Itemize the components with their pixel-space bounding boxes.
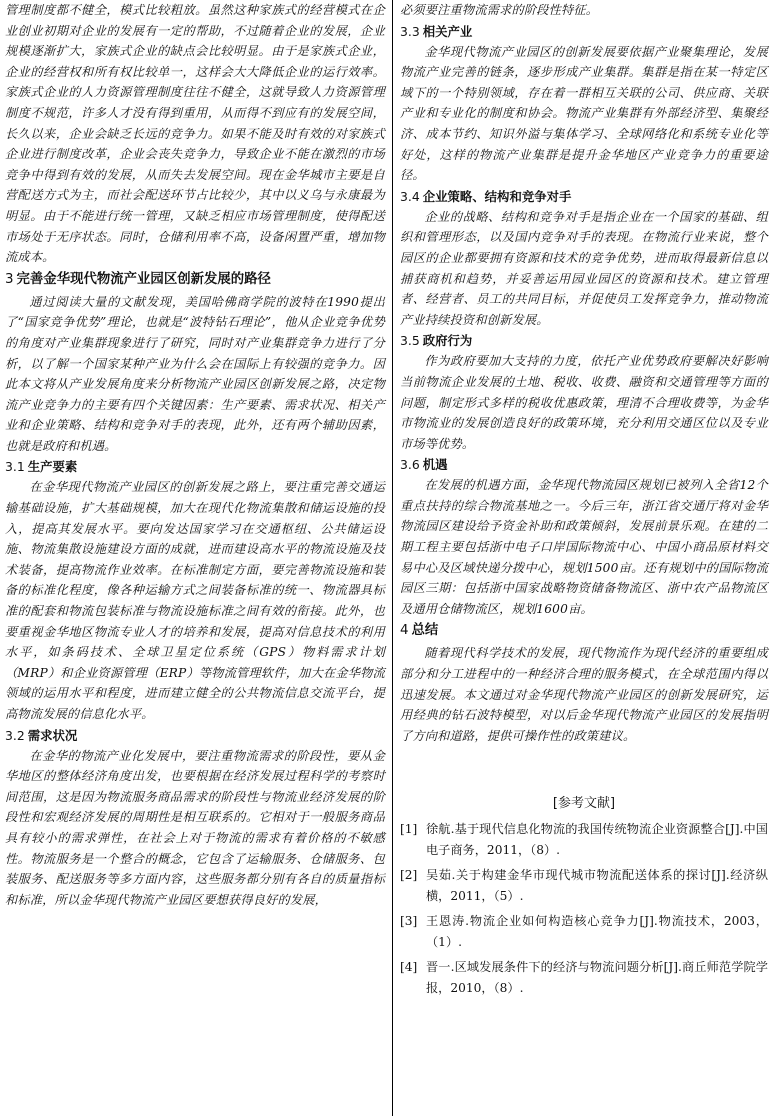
subsection-heading-3-4: 3.4 企业策略、结构和竞争对手 <box>400 188 572 204</box>
subsection-heading-3-2: 3.2 需求状况 <box>5 727 78 743</box>
reference-item: [3] 王恩涛.物流企业如何构造核心竞争力[J].物流技术，2003，（1）. <box>400 914 768 950</box>
subsection-heading-3-5: 3.5 政府行为 <box>400 333 473 349</box>
body-paragraph: 金华现代物流产业园区的创新发展要依据产业聚集理论，发展物流产业完善的链条，逐步形成产业集群。集群是指在某一特定区域下的一个特别领域，存在着一群相互关联的公司、供应商、关联产业和专业化的制度和协会。物流产业集群有外部经济型、集聚经济、成本节约、知识外溢与集体学习、全球网络化和系统专业化等好处，这样的物流产业集群是提升金华地区产业竞争力的重要途径。 <box>400 44 768 183</box>
body-paragraph: 在金华现代物流产业园区的创新发展之路上，要注重完善交通运输基础设施，扩大基础规模，加大在现代化物流集散和储运设施的投入，提高其发展水平。要向发达国家学习在交通枢纽、公共储运设施、物流集散设施建设方面的成就，进而建设高水平的物流设施及技术装备，提高物流作业效率。在标准制定方面，要完善物流设施和装备的标准化程度，像各种运输方式之间装备标准的统一、物流器具标准的配套和物流包装标准与物流设施标准之间有效的衔接。此外，也要重视金华地区物流专业人才的培养和发展，提高对信息技术的利用水平，如条码技术、全球卫星定位系统（GPS）物料需求计划（MRP）和企业资源管理（ERP）等物流管理软件，加大在金华物流领域的运用水平和程度，进而建立健全的公共物流信息交流平台，提高物流发展的信息化水平。 <box>5 480 385 721</box>
section-heading-3: 3 完善金华现代物流产业园区创新发展的路径 <box>5 271 271 287</box>
references-title: [参考文献] <box>552 796 616 812</box>
body-paragraph: 在发展的机遇方面，金华现代物流园区规划已被列入全省12个重点扶持的综合物流基地之一。今后三年，浙江省交通厅将对金华物流园区建设给予资金补助和政策倾斜，发展前景乐观。在建的二期工程主要包括浙中电子口岸国际物流中心、中国小商品原材料交易中心及区域快递分拨中心，规划1500亩。还有规划中的国际物流园区三期：包括浙中国家战略物资储备物流区、浙中农产品物流区及通用仓储物流区，规划1600亩。 <box>400 478 768 616</box>
body-paragraph: 管理制度都不健全，模式比较粗放。虽然这种家族式的经营模式在企业创业初期对企业的发展有一定的帮助，不过随着企业的发展，企业规模逐渐扩大，家族式企业的缺点会比较明显。由于是家族式企业，企业的经营权和所有权比较单一，这样会大大降低企业的运行效率。家族式企业的人力资源管理制度往往不健全，这就导致人力资源管理制度不规范，许多人才没有得到重用，从而得不到应有的发展空间，长久以来，企业会缺乏长远的竞争力。如果不能及时有效的对家族式企业进行制度改革，企业会丧失竞争力，导致企业不能在激烈的市场竞争中得到有效的发展，从而失去发展空间。现在金华城市主要是自营配送方式为主，而社会配送环节占比较少，其中以义乌与永康最为明显。由于不能进行统一管理，又缺乏相应市场管理制度，使得配送市场处于无序状态。同时，仓储利用率不高，设备闲置严重，增加物流成本。 <box>5 3 385 265</box>
body-paragraph: 企业的战略、结构和竞争对手是指企业在一个国家的基础、组织和管理形态，以及国内竞争对手的表现。在物流行业来说，整个园区的企业都要拥有资源和技术的竞争优势，进而取得最新信息以捕获商机和趋势，并妥善运用园业园区的资源和技术。建立管理者、经营者、员工的共同目标，并促使员工发挥竞争力，推动物流产业持续投资和创新发展。 <box>400 209 768 327</box>
left-column <box>5 0 385 910</box>
body-paragraph: 通过阅读大量的文献发现，美国哈佛商学院的波特在1990提出了“国家竞争优势”理论，也就是“波特钻石理论”，他从企业竞争优势的角度对产业集群现象进行了研究，同时对产业集群竞争力进行了分析，以了解一个国家某种产业为什么会在国际上有较强的竞争力。因此本文将从产业发展角度来分析物流产业园区创新发展之路，决定物流产业竞争力的主要有四个关键因素：生产要素、需求状况、相关产业和企业策略、结构和竞争对手的表现，此外，还有两个辅助因素，也就是政府和机遇。 <box>5 294 385 453</box>
reference-item: [4] 晋一.区域发展条件下的经济与物流问题分析[J].商丘师范学院学报，2010，（8）. <box>400 960 768 996</box>
column-divider <box>392 0 393 1116</box>
right-column <box>400 0 768 1003</box>
body-paragraph: 随着现代科学技术的发展，现代物流作为现代经济的重要组成部分和分工进程中的一种经济合理的服务模式，在全球范围内得以迅速发展。本文通过对金华现代物流产业园区的创新发展研究，运用经典的钻石波特模型，对以后金华现代物流产业园区的发展指明了方向和道路，提供可操作性的政策建议。 <box>400 646 768 743</box>
body-paragraph: 在金华的物流产业化发展中，要注重物流需求的阶段性，要从金华地区的整体经济角度出发，也要根据在经济发展过程科学的考察时间范围，这是因为物流服务商品需求的阶段性与物流业经济发展的阶段性和宏观经济发展的周期性是相互联系的。它相对于一般服务商品具有较小的需求弹性，在社会上对于物流的需求有着价格的不敏感性。物流服务是一个整合的概念，它包含了运输服务、仓储服务、包装服务、配送服务等多方面内容，这些服务都分别有各自的质量指标和标准，所以金华现代物流产业园区要想获得良好的发展， <box>5 748 385 907</box>
reference-item: [1] 徐航.基于现代信息化物流的我国传统物流企业资源整合[J].中国电子商务，2011，（8）. <box>400 822 768 858</box>
body-paragraph: 必须要注重物流需求的阶段性特征。 <box>400 3 599 17</box>
section-heading-4: 4 总结 <box>400 623 439 639</box>
subsection-heading-3-3: 3.3 相关产业 <box>400 23 473 39</box>
reference-item: [2] 吴茹.关于构建金华市现代城市物流配送体系的探讨[J].经济纵横，2011，（5）. <box>400 868 768 904</box>
subsection-heading-3-6: 3.6 机遇 <box>400 457 448 473</box>
subsection-heading-3-1: 3.1 生产要素 <box>5 459 78 475</box>
body-paragraph: 作为政府要加大支持的力度，依托产业优势政府要解决好影响当前物流企业发展的土地、税收、收费、融资和交通管理等方面的问题，制定形式多样的税收优惠政策，理清不合理收费等，为金华市物流业的发展创造良好的政策环境，充分利用交通区位以及专业市场等优势。 <box>400 354 768 451</box>
